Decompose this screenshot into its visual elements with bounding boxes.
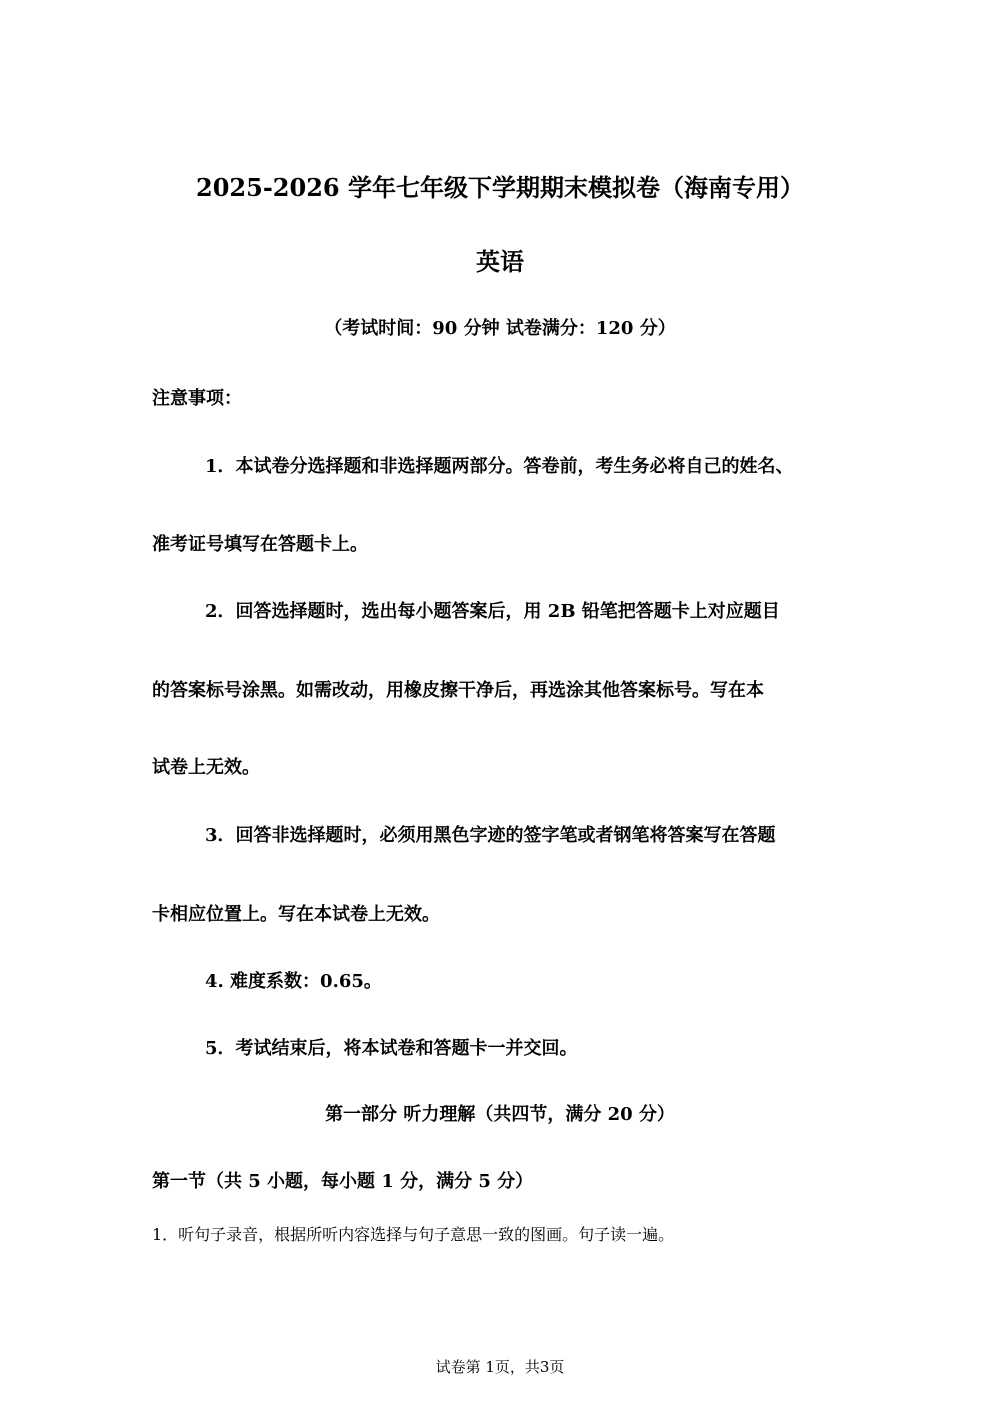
notice-2-line-3: 试卷上无效。 (152, 757, 260, 778)
question-1: 1．听句子录音，根据所听内容选择与句子意思一致的图画。句子读一遍。 (152, 1225, 675, 1244)
notice-4: 4. 难度系数：0.65。 (205, 971, 382, 992)
notice-1-line-1: 1．本试卷分选择题和非选择题两部分。答卷前，考生务必将自己的姓名、 (205, 456, 794, 477)
notice-3-line-2: 卡相应位置上。写在本试卷上无效。 (152, 904, 440, 925)
exam-title: 2025-2026 学年七年级下学期期末模拟卷（海南专用） (196, 173, 804, 202)
notice-5: 5．考试结束后，将本试卷和答题卡一并交回。 (205, 1038, 578, 1059)
part-heading: 第一部分 听力理解（共四节，满分 20 分） (325, 1104, 675, 1125)
subject-title: 英语 (476, 247, 524, 276)
notice-1-line-2: 准考证号填写在答题卡上。 (152, 534, 368, 555)
page-footer: 试卷第 1页，共3页 (435, 1358, 565, 1376)
exam-time-and-score: （考试时间：90 分钟 试卷满分：120 分） (324, 318, 676, 339)
notice-heading: 注意事项： (152, 388, 242, 409)
section-heading: 第一节（共 5 小题，每小题 1 分，满分 5 分） (152, 1171, 534, 1192)
notice-3-line-1: 3．回答非选择题时，必须用黑色字迹的签字笔或者钢笔将答案写在答题 (205, 825, 776, 846)
notice-2-line-2: 的答案标号涂黑。如需改动，用橡皮擦干净后，再选涂其他答案标号。写在本 (152, 680, 764, 701)
notice-2-line-1: 2．回答选择题时，选出每小题答案后，用 2B 铅笔把答题卡上对应题目 (205, 601, 780, 622)
